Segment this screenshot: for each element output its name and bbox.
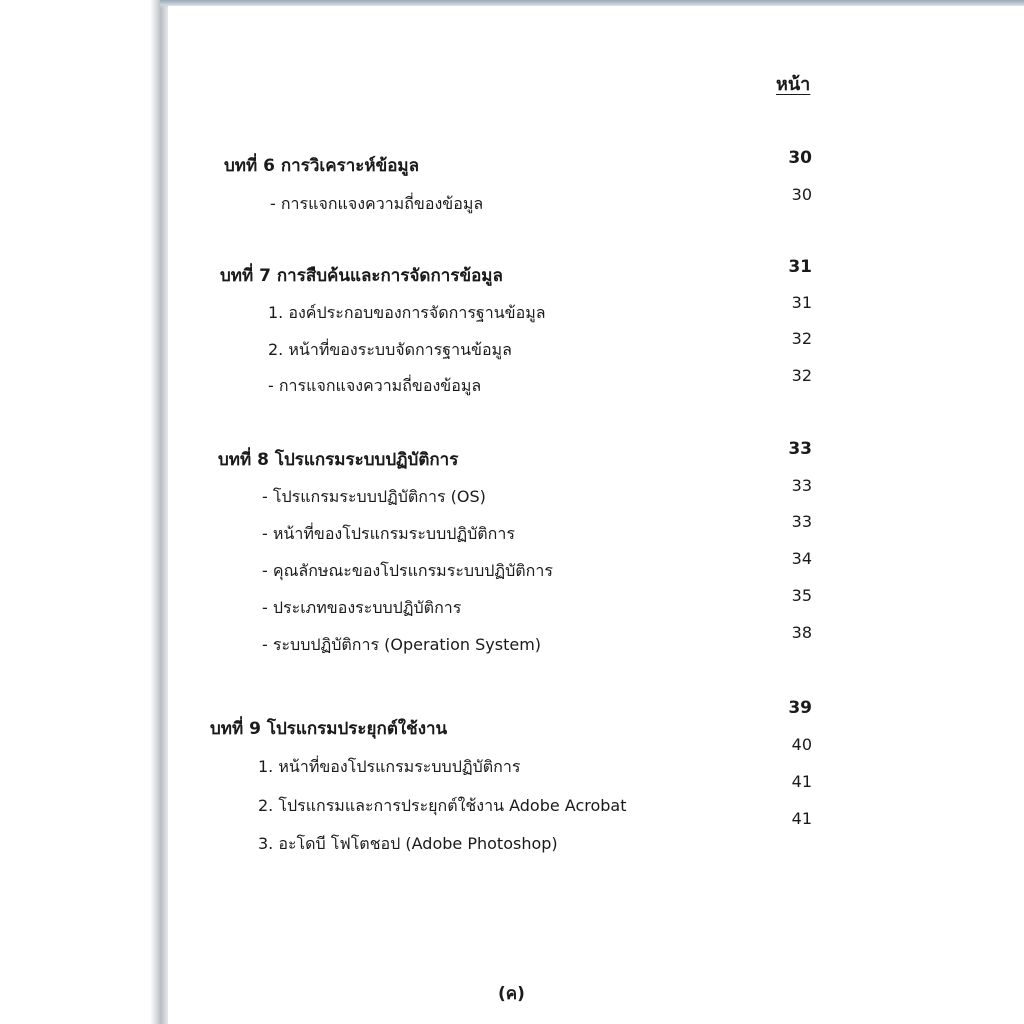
chapter-9-item-3: 3. อะโดบี โฟโตชอป (Adobe Photoshop) [258,834,558,853]
chapter-9-item-1-page: 40 [791,735,812,754]
chapter-8-item-4-page: 35 [791,586,812,605]
chapter-8-title: บทที่ 8 โปรแกรมระบบปฏิบัติการ [218,450,459,470]
chapter-8-item-5: - ระบบปฏิบัติการ (Operation System) [262,635,542,654]
chapter-9-title: บทที่ 9 โปรแกรมประยุกต์ใช้งาน [210,719,448,739]
chapter-8-item-5-page: 38 [791,623,812,642]
chapter-8-page: 33 [788,439,812,459]
chapter-7-item-3: - การแจกแจงความถี่ของข้อมูล [268,376,482,395]
chapter-9-item-1: 1. หน้าที่ของโปรแกรมระบบปฏิบัติการ [258,757,521,776]
page-column-header: หน้า [776,74,811,95]
chapter-7-item-3-page: 32 [791,366,812,385]
chapter-8-item-1: - โปรแกรมระบบปฏิบัติการ (OS) [262,487,486,506]
chapter-6-item-1-page: 30 [791,185,812,204]
chapter-8-item-3: - คุณลักษณะของโปรแกรมระบบปฏิบัติการ [262,561,553,580]
chapter-8-item-2: - หน้าที่ของโปรแกรมระบบปฏิบัติการ [262,524,515,543]
chapter-6-item-1: - การแจกแจงความถี่ของข้อมูล [270,194,484,213]
chapter-7-item-1-page: 31 [791,293,812,312]
chapter-8-item-1-page: 33 [791,476,812,495]
chapter-9-item-3-page: 41 [791,809,812,828]
chapter-8-item-4: - ประเภทของระบบปฏิบัติการ [262,598,462,617]
chapter-7-page: 31 [788,257,812,277]
chapter-9-item-2-page: 41 [791,772,812,791]
book-spine-shadow [150,0,168,1024]
chapter-7-item-2: 2. หน้าที่ของระบบจัดการฐานข้อมูล [268,340,512,359]
chapter-8-item-2-page: 33 [791,512,812,531]
chapter-7-item-2-page: 32 [791,329,812,348]
chapter-6-page: 30 [788,148,812,168]
chapter-6-title: บทที่ 6 การวิเคราะห์ข้อมูล [224,156,420,176]
page-margin [0,0,150,1024]
chapter-7-title: บทที่ 7 การสืบค้นและการจัดการข้อมูล [220,266,503,286]
chapter-9-item-2: 2. โปรแกรมและการประยุกต์ใช้งาน Adobe Acrobat [258,796,627,815]
page-number-footer: (ค) [498,984,525,1004]
chapter-9-page: 39 [788,698,812,718]
chapter-8-item-3-page: 34 [791,549,812,568]
chapter-7-item-1: 1. องค์ประกอบของการจัดการฐานข้อมูล [268,303,546,322]
